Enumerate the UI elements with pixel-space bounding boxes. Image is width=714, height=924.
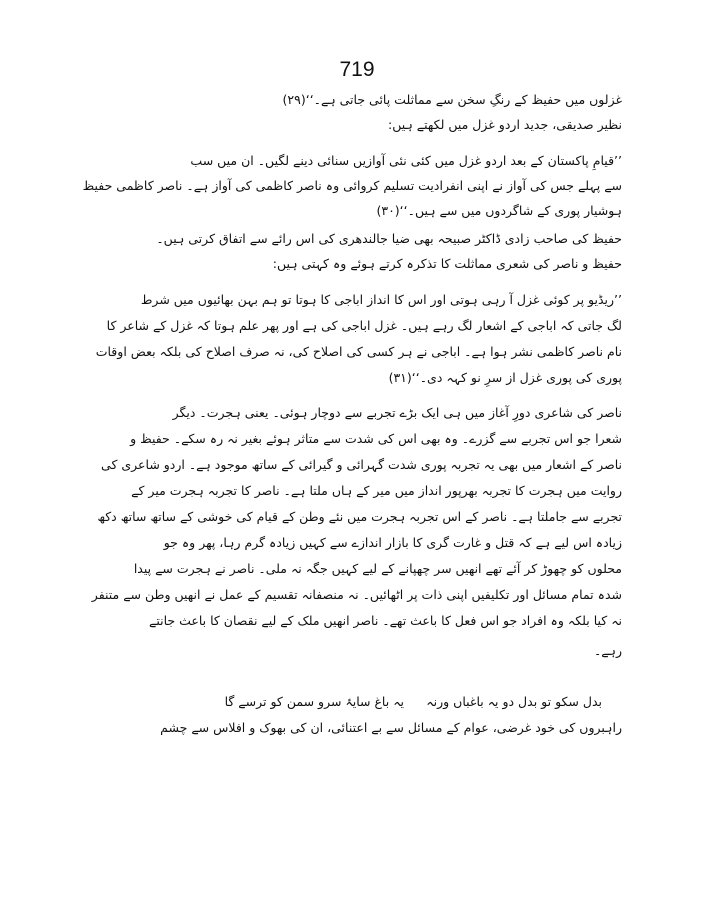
text-line: حفیظ کی صاحب زادی ڈاکٹر صبیحہ بھی ضیا جالندھری کی اس رائے سے اتفاق کرتی ہیں۔ xyxy=(156,231,622,246)
body-line: شدہ تمام مسائل اور تکلیفیں اپنی ذات پر اٹھائیں۔ نہ منصفانہ تقسیم کے عمل نے انھیں وطن سے متنفر xyxy=(91,587,622,602)
body-line: ناصر کی شاعری دورِ آغاز میں ہی ایک بڑے تجربے سے دوچار ہوئی۔ یعنی ہجرت۔ دیگر xyxy=(172,405,622,420)
quote-line: سے پہلے جس کی آواز نے اپنی انفرادیت تسلیم کروائی وہ ناصر کاظمی کی آواز ہے۔ ناصر کاظمی حفیظ xyxy=(82,178,622,193)
body-line: محلوں کو چھوڑ کر آئے تھے انھیں سر چھپانے کے لیے کہیں جگہ نہ ملی۔ ناصر نے ہجرت سے پیدا xyxy=(133,561,622,576)
quote-line: پوری کی پوری غزل از سرِ نو کہہ دی۔‘‘(۳۱) xyxy=(388,370,622,385)
body-line: نہ کیا بلکہ وہ افراد جو اس فعل کا باعث تھے۔ ناصر انھیں ملک کے لیے نقصان کا باعث جانتے xyxy=(149,613,622,628)
body-line: شعرا جو اس تجربے سے گزرے۔ وہ بھی اس کی شدت سے متاثر ہوئے بغیر نہ رہ سکے۔ حفیظ و xyxy=(130,431,622,446)
body-line: زیادہ اس لیے ہے کہ قتل و غارت گری کا بازار اندازے سے کہیں زیادہ گرم رہا، پھر وہ جو xyxy=(163,535,622,550)
quote-line: ہوشیار پوری کے شاگردوں میں سے ہیں۔‘‘(۳۰) xyxy=(376,203,622,218)
page-number: 719 xyxy=(339,58,375,81)
quote-line: ’’ریڈیو پر کوئی غزل آ رہی ہوتی اور اس کا انداز اباجی کا ہوتا تو ہم بہن بھائیوں میں شرط xyxy=(140,292,622,307)
quote-line: لگ جاتی کہ اباجی کے اشعار لگ رہے ہیں۔ غزل اباجی کی ہے اور پھر علم ہوتا کہ غزل کے شاعر کا xyxy=(106,318,622,333)
quote-line: نام ناصر کاظمی نشر ہوا ہے۔ اباجی نے ہر کسی کی اصلاح کی، نہ صرف اصلاح کی بلکہ بعض اوقات xyxy=(95,344,622,359)
quote-line: ’’قیامِ پاکستان کے بعد اردو غزل میں کئی نئی آوازیں سنائی دینے لگیں۔ ان میں سب xyxy=(190,153,622,168)
body-line: ناصر کے اشعار میں بھی یہ تجربہ پوری شدت گہرائی و گیرائی کے ساتھ موجود ہے۔ اردو شاعری کی xyxy=(101,457,622,472)
body-line: رہے۔ xyxy=(593,643,622,658)
verse-couplet xyxy=(200,692,622,712)
body-line: راہبروں کی خود غرضی، عوام کے مسائل سے بے اعتنائی، ان کی بھوک و افلاس سے چشم xyxy=(160,720,622,735)
verse-second-half: یہ باغ سایۂ سرو سمن کو ترسے گا xyxy=(224,694,404,709)
text-line: نظیر صدیقی، جدید اردو غزل میں لکھتے ہیں: xyxy=(388,117,622,132)
body-line: روایت میں ہجرت کا تجربہ بھرپور انداز میں میر کے ہاں ملتا ہے۔ ناصر کا تجربہ ہجرت میر کے xyxy=(131,483,622,498)
text-line: غزلوں میں حفیظ کے رنگِ سخن سے مماثلت پائی جاتی ہے۔‘‘(۲۹) xyxy=(282,92,622,107)
verse-first-half: بدل سکو تو بدل دو یہ باغباں ورنہ xyxy=(426,694,602,709)
body-line: تجربے سے جاملتا ہے۔ ناصر کے اس تجربہ ہجرت میں نئے وطن کے قیام کی خوشی کے ساتھ ساتھ دکھ xyxy=(97,509,622,524)
text-line: حفیظ و ناصر کی شعری مماثلت کا تذکرہ کرتے ہوئے وہ کہتی ہیں: xyxy=(272,256,622,271)
